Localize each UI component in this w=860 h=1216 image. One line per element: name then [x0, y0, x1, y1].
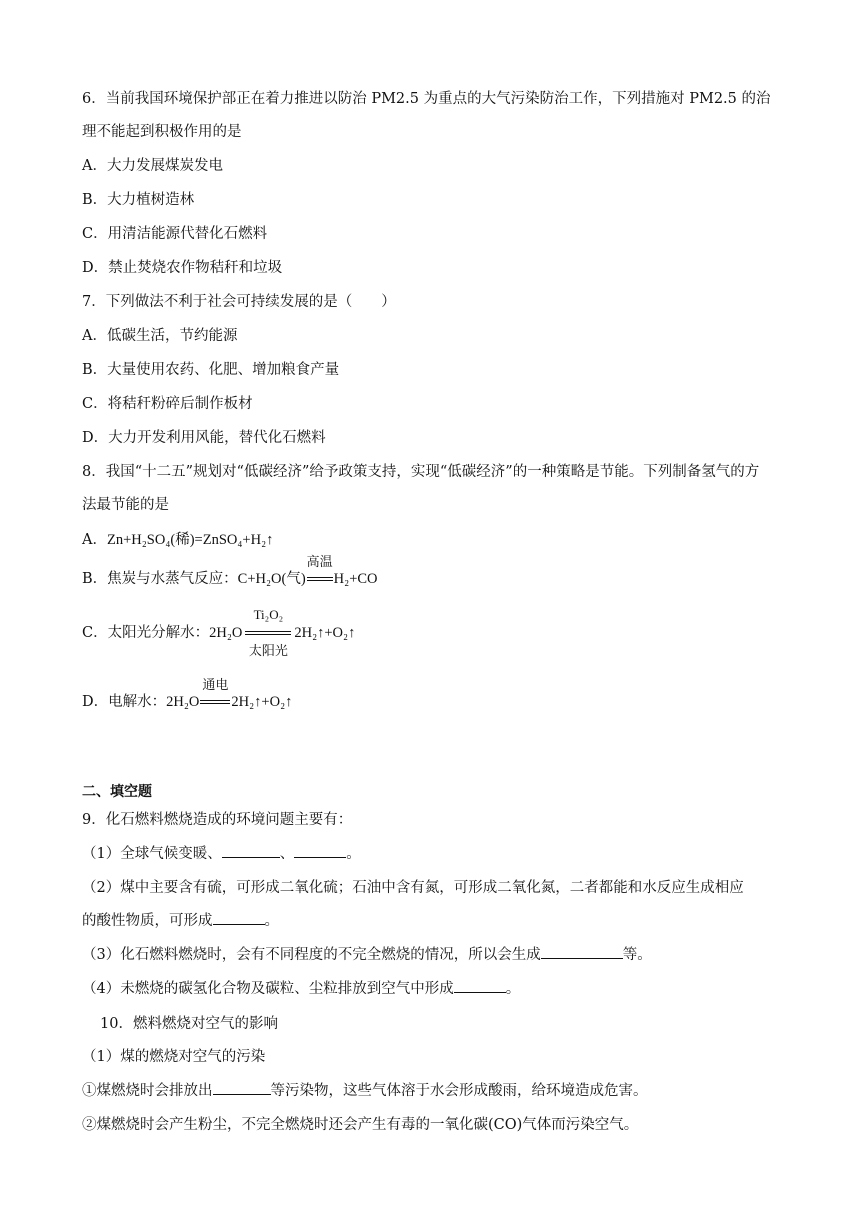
q8-option-d-reactants: 2H₂O: [166, 694, 200, 710]
q9-part-4-text: （4）未燃烧的碳氢化合物及碳粒、尘粒排放到空气中形成: [82, 981, 454, 997]
q7-option-c: C．将秸秆粉碎后制作板材: [82, 396, 253, 412]
q9-part-3: [82, 945, 652, 965]
q8-option-b-condition-text: 高温: [306, 555, 333, 570]
q8-option-b-reactants: C+H₂O(气): [237, 571, 306, 587]
q9-part-1-text: （1）全球气候变暖、: [82, 846, 222, 862]
q8-option-d-label: D．电解水：: [82, 694, 167, 710]
q10-part-1: （1）煤的燃烧对空气的污染: [82, 1049, 266, 1065]
q6-option-c: C．用清洁能源代替化石燃料: [82, 226, 268, 242]
q8-option-d-condition-text: 通电: [202, 678, 229, 693]
answer-blank[interactable]: [213, 911, 265, 925]
q8-option-b-label: B．焦炭与水蒸气反应：: [82, 571, 238, 587]
q6-stem-line1: 6．当前我国环境保护部正在着力推进以防治 PM2.5 为重点的大气污染防治工作，下列措施对 PM2.5 的治: [82, 91, 771, 107]
q8-option-c-reactants: 2H₂O: [209, 625, 243, 641]
q10-clause-1-rest: 等污染物，这些气体溶于水会形成酸雨，给环境造成危害。: [270, 1083, 648, 1099]
q8-option-c-label: C．太阳光分解水：: [82, 625, 210, 641]
q9-part-2-text: 的酸性物质，可形成: [82, 913, 213, 929]
q8-option-d-products: 2H₂↑+O₂↑: [231, 694, 293, 710]
q6-option-d: D．禁止焚烧农作物秸秆和垃圾: [82, 260, 283, 276]
q9-part-2-line1: （2）煤中主要含有硫，可形成二氧化硫；石油中含有氮，可形成二氧化氮，二者都能和水反应生成相应: [82, 880, 744, 896]
q8-option-c-products: 2H₂↑+O₂↑: [294, 625, 356, 641]
q8-option-c-condition-bottom: 太阳光: [248, 644, 288, 659]
q9-part-3-text: （3）化石燃料燃烧时，会有不同程度的不完全燃烧的情况，所以会生成: [82, 947, 541, 963]
answer-blank[interactable]: [541, 945, 623, 959]
q9-part-1: [82, 844, 361, 864]
q10-clause-2: ②煤燃烧时会产生粉尘，不完全燃烧时还会产生有毒的一氧化碳(CO)气体而污染空气。: [82, 1117, 639, 1133]
q8-option-d-condition: [199, 678, 231, 712]
q8-option-b-condition: [306, 555, 334, 589]
q8-stem-line2: 法最节能的是: [82, 497, 169, 513]
q8-option-a: [82, 530, 273, 550]
answer-blank[interactable]: [454, 979, 506, 993]
q10-stem: 10．燃料燃烧对空气的影响: [100, 1016, 278, 1032]
q7-option-b: B．大量使用农药、化肥、增加粮食产量: [82, 362, 340, 378]
q8-option-c: [82, 607, 356, 659]
q6-stem-line2: 理不能起到积极作用的是: [82, 124, 242, 140]
q7-option-d: D．大力开发利用风能，替代化石燃料: [82, 430, 326, 446]
q9-stem: 9．化石燃料燃烧造成的环境问题主要有：: [82, 812, 353, 828]
q9-part-3-end: 等。: [622, 947, 652, 963]
equals-sign: [245, 631, 291, 635]
q9-part-4: [82, 979, 520, 999]
q9-part-1-separator: 、: [279, 846, 295, 862]
q8-option-a-label: A．: [82, 532, 107, 548]
answer-blank[interactable]: [213, 1081, 271, 1095]
answer-blank[interactable]: [294, 844, 346, 858]
q8-option-c-condition: [244, 607, 292, 659]
q9-part-2-end: 。: [264, 913, 279, 929]
q8-option-c-condition-top: Ti₂O₂: [253, 607, 284, 622]
q10-clause-1-text: ①煤燃烧时会排放出: [82, 1083, 213, 1099]
q8-option-d: [82, 678, 293, 712]
q6-option-b: B．大力植树造林: [82, 192, 195, 208]
section-title: 二、填空题: [82, 784, 152, 800]
q10-clause-1: [82, 1081, 648, 1101]
q6-option-a: A．大力发展煤炭发电: [82, 158, 223, 174]
q8-option-b: [82, 555, 378, 589]
q9-part-4-end: 。: [505, 981, 521, 997]
equals-sign: [200, 700, 230, 704]
equals-sign: [307, 577, 333, 581]
q8-option-b-products: H₂+CO: [333, 571, 378, 587]
q8-stem-line1: 8．我国“十二五”规划对“低碳经济”给予政策支持，实现“低碳经济”的一种策略是节能。下列制备氢气的方: [82, 464, 760, 480]
q8-option-a-formula: Zn+H₂SO₄(稀)=ZnSO₄+H₂↑: [106, 532, 274, 548]
q9-part-1-end: 。: [346, 846, 361, 862]
q9-part-2-line2: [82, 911, 279, 931]
q7-stem: 7．下列做法不利于社会可持续发展的是（ ）: [82, 294, 396, 310]
answer-blank[interactable]: [222, 844, 280, 858]
q7-option-a: A．低碳生活，节约能源: [82, 328, 238, 344]
